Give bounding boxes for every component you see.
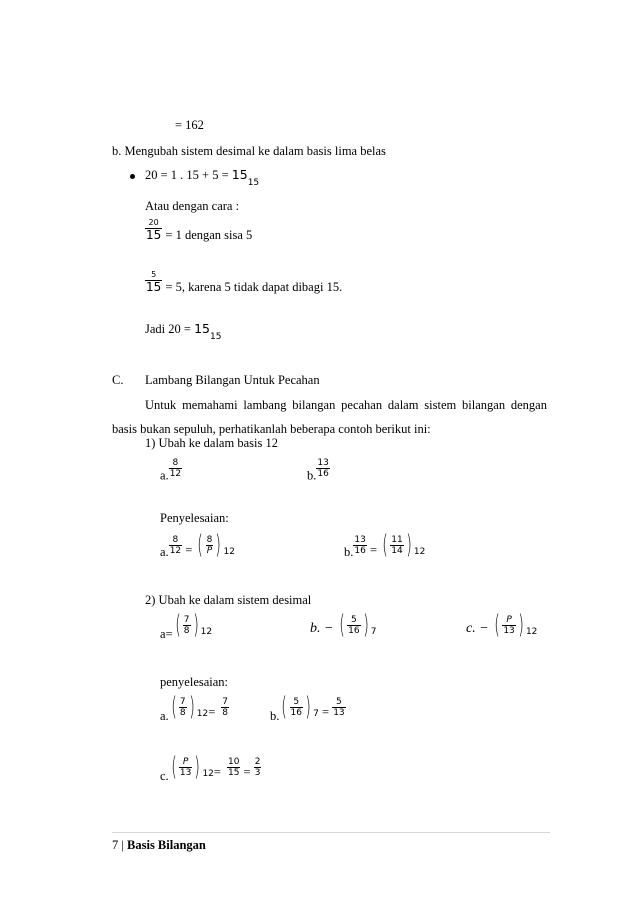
sol1b-lhs <box>353 535 366 556</box>
paren-close: ) <box>192 610 199 640</box>
item1: 1) Ubah ke dalam basis 12 <box>145 436 278 450</box>
penyelesaian1: Penyelesaian: <box>160 511 229 525</box>
sol1b-eq: = <box>366 542 381 557</box>
ex1a-fraction <box>169 458 182 479</box>
sol2b-pden: 16 <box>290 707 302 718</box>
ex1b-num: 13 <box>317 458 329 468</box>
step1-den: 15 <box>146 228 162 242</box>
paren-open: ( <box>494 610 501 640</box>
jadi-line <box>145 321 221 342</box>
ex1a <box>160 458 182 483</box>
sol2c-pnum: P <box>182 756 189 767</box>
step2-fraction <box>145 270 162 294</box>
sol2a-label: a. <box>160 708 169 723</box>
sol2a <box>160 694 229 724</box>
sol1b-pden: 14 <box>391 545 403 556</box>
ex2c-label: c. − <box>466 620 493 636</box>
paren-close: ) <box>362 610 369 640</box>
sol2c-label: c. <box>160 768 169 783</box>
paren-open: ( <box>170 752 177 782</box>
ex1b-label: b. <box>307 468 317 483</box>
bullet-line <box>145 167 259 188</box>
jadi-sub: 15 <box>209 332 222 342</box>
sol1b <box>344 532 425 560</box>
ex2c <box>466 612 537 638</box>
sol1b-den: 16 <box>354 545 366 556</box>
sol2b-sub: 7 <box>313 708 319 719</box>
bullet-result-sub: 15 <box>247 178 260 188</box>
sol2a-pnum: 7 <box>179 696 186 707</box>
sol2b-rnum: 5 <box>336 696 342 707</box>
sol1a-rhs <box>206 535 214 556</box>
paren-open: ( <box>281 692 288 722</box>
sol2a-frac <box>179 697 187 718</box>
bullet-icon <box>130 174 135 179</box>
para-line2: basis bukan sepuluh, perhatikanlah beberapa contoh berikut ini: <box>112 422 431 436</box>
paren-open: ( <box>170 692 177 722</box>
ex2c-sub: 12 <box>525 626 538 637</box>
sol2b-result <box>332 697 345 718</box>
ex1a-label: a. <box>160 468 169 483</box>
ex2b <box>310 612 376 638</box>
jadi-result: 15 <box>194 321 210 336</box>
sol1a-lhs <box>169 535 182 556</box>
footer-title: Basis Bilangan <box>127 838 206 852</box>
step2-line <box>145 270 342 295</box>
sol2b-frac <box>290 697 303 718</box>
sol2c-rnum: 2 <box>254 756 261 767</box>
sol2c-frac <box>179 757 192 778</box>
sol2b-rden: 13 <box>333 707 345 718</box>
step1-fraction <box>145 218 162 242</box>
sol1a <box>160 532 235 560</box>
sol2a-rden: 8 <box>222 707 228 718</box>
ex2c-pden: 13 <box>503 625 515 636</box>
bullet-expr: 20 = 1 . 15 + 5 = <box>145 168 232 182</box>
ex2a-frac <box>183 615 191 636</box>
sol1a-lhs-den: 12 <box>169 545 182 556</box>
step2-text: = 5, karena 5 tidak dapat dibagi 15. <box>162 279 343 294</box>
sol2a-eq: = <box>208 704 216 719</box>
sol2c-result <box>254 757 262 778</box>
b-heading: b. Mengubah sistem desimal ke dalam basis lima belas <box>112 144 386 158</box>
step2-den: 15 <box>146 280 162 294</box>
para-line1: Untuk memahami lambang bilangan pecahan dalam sistem bilangan dengan <box>145 398 547 412</box>
sol2c-mid <box>227 757 240 778</box>
step1-num: 20 <box>148 218 159 227</box>
paren-close: ) <box>215 530 222 560</box>
paren-close: ) <box>406 530 412 560</box>
paren-open: ( <box>174 610 181 640</box>
sol1b-rhs <box>390 535 403 556</box>
bullet-result: 15 <box>231 167 248 182</box>
sol2b <box>270 694 346 724</box>
sol2c-sub: 12 <box>202 768 214 779</box>
sol1a-pnum: 8 <box>206 534 213 545</box>
ex2b-label: b. − <box>310 620 337 636</box>
ex2a <box>160 612 212 642</box>
paren-open: ( <box>382 530 389 560</box>
sol1a-eq: = <box>182 542 196 557</box>
sol2c-eq1: = <box>213 764 221 779</box>
sol2a-sub: 12 <box>196 708 209 719</box>
sol2a-pden: 8 <box>179 707 186 718</box>
c-title: Lambang Bilangan Untuk Pecahan <box>145 373 320 387</box>
ex2a-pnum: 7 <box>183 614 190 625</box>
ex2a-pden: 8 <box>183 625 190 636</box>
ex2b-sub: 7 <box>370 626 377 637</box>
line-162: = 162 <box>175 118 204 132</box>
sol2c-pden: 13 <box>179 767 192 778</box>
step1-text: = 1 dengan sisa 5 <box>162 227 253 242</box>
jadi-text: Jadi 20 = <box>145 322 195 336</box>
sol2c-eq2: = <box>240 764 254 779</box>
sol1b-num: 13 <box>354 534 366 545</box>
penyelesaian2: penyelesaian: <box>160 675 229 689</box>
sol2a-rnum: 7 <box>222 696 228 707</box>
paren-close: ) <box>518 610 524 640</box>
sol1a-lhs-num: 8 <box>172 534 179 545</box>
paren-close: ) <box>305 692 311 722</box>
sol2c-mnum: 10 <box>227 756 240 767</box>
sol1b-pnum: 11 <box>391 534 403 545</box>
ex2b-frac <box>347 615 360 636</box>
footer <box>112 838 206 853</box>
sol2a-result <box>221 697 229 718</box>
footer-divider <box>112 832 550 833</box>
sol2c <box>160 754 261 784</box>
sol1b-sub: 12 <box>413 546 426 557</box>
c-label: C. <box>112 373 124 387</box>
ex1a-num: 8 <box>172 458 179 468</box>
ex2c-frac <box>502 615 515 636</box>
atau-text: Atau dengan cara : <box>145 199 240 213</box>
ex2a-label: a= <box>160 626 173 641</box>
sol1b-label: b. <box>344 544 354 559</box>
sol1a-label: a. <box>160 544 169 559</box>
sol2b-label: b. <box>270 708 280 723</box>
paren-close: ) <box>188 692 195 722</box>
sol2c-rden: 3 <box>254 767 261 778</box>
ex1b-den: 16 <box>317 469 329 479</box>
sol2b-eq: = <box>318 704 333 719</box>
sol1a-pden: P <box>206 545 213 556</box>
footer-separator: | <box>118 838 128 852</box>
ex1a-den: 12 <box>169 469 182 479</box>
ex2c-pnum: P <box>506 614 512 625</box>
paren-open: ( <box>339 610 345 640</box>
sol2b-pnum: 5 <box>293 696 300 707</box>
ex1b-fraction <box>316 458 329 479</box>
paren-open: ( <box>197 530 204 560</box>
item2: 2) Ubah ke dalam sistem desimal <box>145 593 312 607</box>
ex1b <box>307 458 330 483</box>
paren-close: ) <box>194 752 201 782</box>
step2-num: 5 <box>151 270 157 279</box>
footer-page-number: 7 <box>112 838 119 852</box>
sol1a-sub: 12 <box>223 546 235 557</box>
ex2b-pnum: 5 <box>350 614 357 625</box>
step1-line <box>145 218 252 243</box>
ex2b-pden: 16 <box>348 625 360 636</box>
sol2c-mden: 15 <box>227 767 240 778</box>
ex2a-sub: 12 <box>200 626 213 637</box>
